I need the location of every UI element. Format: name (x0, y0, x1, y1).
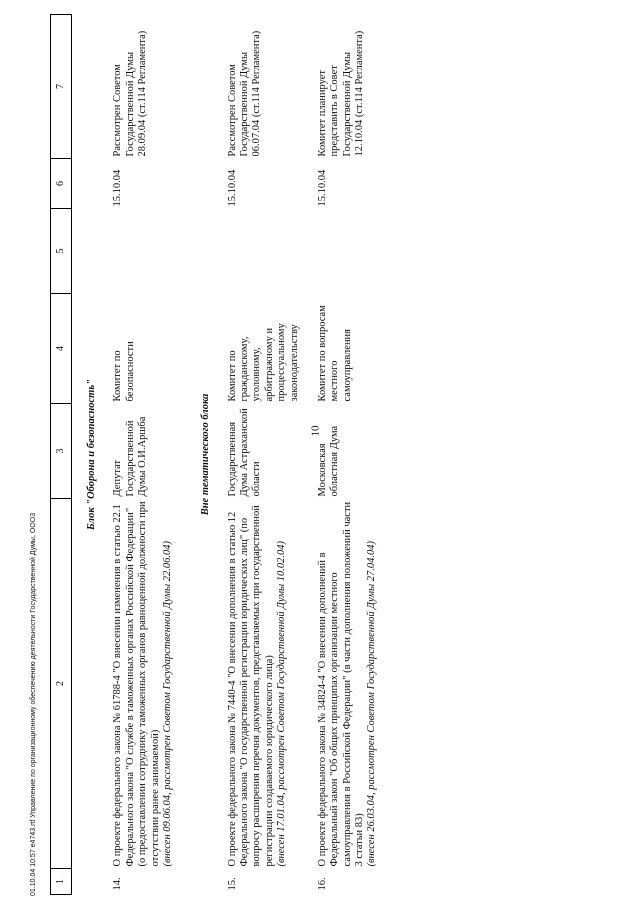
responsible-committee: Комитет по вопросам местного самоуправления (316, 305, 353, 402)
status-note: Рассмотрен Советом Государственной Думы 06.07.04 (ст.114 Регламента) (226, 30, 263, 157)
bill-note: (внесен 17.01.04, рассмотрен Советом Государственной Думы 10.02.04) (276, 540, 288, 867)
status-note: Рассмотрен Советом Государственной Думы 28.09.04 (ст.114 Регламента) (112, 30, 149, 157)
block-title: Блок "Оборона и безопасность" (86, 379, 97, 530)
bill-note: (внесен 26.03.04, рассмотрен Советом Государственной Думы 27.04.04) (366, 540, 378, 867)
column-5-cell (108, 209, 186, 294)
table-header-row (51, 15, 72, 895)
bill-description-cell (313, 499, 391, 869)
review-date: 15.10.04 (316, 169, 328, 207)
table-row (108, 15, 186, 895)
bill-note: (внесен 09.06.04, рассмотрен Советом Государственной Думы 22.06.04) (161, 540, 173, 867)
status-note: Комитет планирует представить в Совет Государственной Думы 12.10.04 (ст.114 Регламента) (316, 30, 365, 157)
initiator: Государственная Дума Астраханской области (226, 408, 263, 497)
column-header: 2 (51, 499, 72, 869)
review-date: 15.10.04 (226, 169, 238, 207)
document-page (50, 15, 620, 895)
initiator: Депутат Государственной Думы О.И.Аршба (112, 416, 149, 497)
column-header: 1 (51, 869, 72, 895)
bill-description-cell (223, 499, 313, 869)
bill-description-cell (108, 499, 186, 869)
table-row (313, 15, 391, 895)
bill-description: О проекте федерального закона № 61788-4 "О внесении изменения в статью 22.1 Федерального закона "О службе в таможенных органах Российской Федерации" (о предоставлении сотруднику таможенных органов равноценной должности при отсутствии ранее занимаемой) (112, 501, 161, 867)
column-header: 6 (51, 159, 72, 209)
column-header: 5 (51, 209, 72, 294)
initiator: Московская областная Дума (316, 425, 341, 497)
column-header: 4 (51, 294, 72, 404)
page-number: 10 (309, 425, 322, 437)
bill-description: О проекте федерального закона № 7440-4 "О внесении дополнения в статью 12 Федерального закона "О государственной регистрации юридических лиц" (по вопросу расширения перечня документов, представляемых при государственной регистрации создаваемого юридического лица) (226, 505, 275, 867)
row-number: 15. (226, 877, 238, 891)
table-row (223, 15, 313, 895)
bill-description: О проекте федерального закона № 34824-4 "О внесении дополнений в Федеральный закон "Об общих принципах организации местного самоуправления в Российской Федерации" (в части дополнения положений части 3 статьи 83) (316, 501, 365, 867)
column-header: 7 (51, 15, 72, 159)
column-5-cell (313, 209, 391, 294)
column-5-cell (223, 209, 313, 294)
row-number: 16. (316, 877, 328, 891)
column-header: 3 (51, 404, 72, 499)
responsible-committee: Комитет по безопасности (112, 341, 136, 402)
block-title: Вне тематического блока (200, 393, 212, 516)
agenda-table (50, 14, 391, 895)
review-date: 15.10.04 (112, 169, 124, 207)
row-number: 14. (112, 877, 124, 891)
block-heading-row (72, 15, 109, 895)
document-footer: 01.10.04 10:57 e4743.rtf Управление по организационному обеспечению деятельности Государственной Думы, ООО3 (30, 512, 37, 896)
responsible-committee: Комитет по гражданскому, уголовному, арбитражному и процессуальному законодательству (226, 323, 300, 402)
block-heading-row (186, 15, 222, 895)
